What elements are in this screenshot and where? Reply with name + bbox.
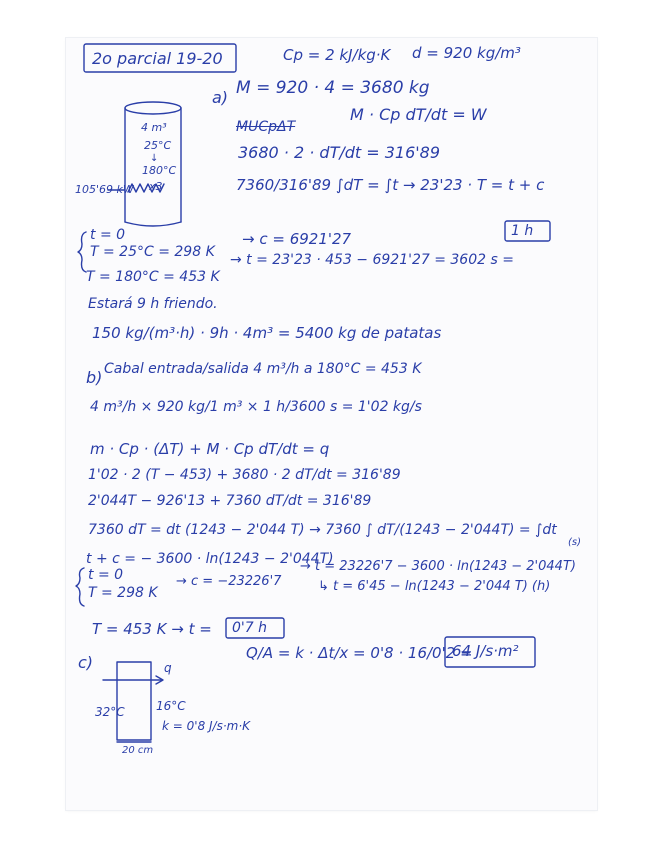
conduction-result: 64 J/s·m² (452, 642, 519, 660)
conclusion-a: Estará 9 h friendo. (88, 296, 218, 312)
init-time-a: t = 0 (90, 227, 126, 243)
crossed-out-text: MUCpΔT (236, 119, 296, 135)
unit-seconds: (s) (568, 537, 582, 548)
equation-b3: 7360 dT = dt (1243 − 2'044 T) → 7360 ∫ dT/(1243 − 2'044T) = ∫dt (88, 522, 557, 538)
constant-b: → c = −23226'7 (176, 574, 282, 589)
cold-side-temp: 16°C (156, 699, 186, 713)
equation-b1: 1'02 · 2 (T − 453) + 3680 · 2 dT/dt = 316'89 (88, 467, 401, 483)
init-temp-b: T = 298 K (88, 585, 158, 601)
cp-value: Cp = 2 kJ/kg·K (283, 46, 391, 64)
tank-temp-final: 180°C (142, 164, 177, 177)
tank-multiplier: x3 (149, 180, 163, 193)
wall-thickness: 20 cm (122, 745, 154, 756)
part-c-label: c) (78, 653, 94, 672)
hot-side-temp: 32°C (95, 705, 125, 719)
time-expression-b: → t = 23226'7 − 3600 · ln(1243 − 2'044T) (300, 559, 576, 574)
tank-temp-initial: 25°C (144, 139, 172, 152)
time-boxed-a: 1 h (511, 223, 534, 239)
constant-a: → c = 6921'27 (242, 230, 352, 248)
flow-conversion: 4 m³/h × 920 kg/1 m³ × 1 h/3600 s = 1'02 kg/s (90, 399, 422, 415)
energy-balance: M · Cp dT/dt = W (350, 105, 487, 124)
tank-volume: 4 m³ (141, 121, 167, 134)
conductivity: k = 0'8 J/s·m·K (162, 719, 251, 733)
heat-flux-label: q (164, 661, 172, 675)
init-temp-a: T = 25°C = 298 K (90, 244, 215, 260)
time-hours-b: ↳ t = 6'45 − ln(1243 − 2'044 T) (h) (318, 579, 551, 594)
final-boxed-b: 0'7 h (232, 620, 267, 636)
exam-title: 2o parcial 19-20 (92, 49, 223, 68)
tank-bottom (125, 222, 181, 226)
equation-b2: 2'044T − 926'13 + 7360 dT/dt = 316'89 (88, 493, 372, 509)
part-a-label: a) (212, 88, 229, 107)
time-result-a: → t = 23'23 · 453 − 6921'27 = 3602 s = (230, 252, 514, 268)
heater-power: 105'69 kW (75, 183, 134, 196)
density-value: d = 920 kg/m³ (412, 44, 521, 62)
numeric-balance: 3680 · 2 · dT/dt = 316'89 (238, 143, 441, 162)
energy-balance-b: m · Cp · (ΔT) + M · Cp dT/dt = q (90, 440, 330, 458)
production-a: 150 kg/(m³·h) · 9h · 4m³ = 5400 kg de patatas (92, 324, 442, 342)
tank-arrow: ↓ (150, 153, 159, 164)
brace-a (78, 232, 86, 272)
final-result-b: T = 453 K → t = (92, 620, 212, 638)
final-temp-a: T = 180°C = 453 K (86, 269, 220, 285)
equation-b4: t + c = − 3600 · ln(1243 − 2'044T) (86, 551, 334, 567)
separated-integral: 7360/316'89 ∫dT = ∫t → 23'23 · T = t + c (236, 176, 545, 194)
mass-equation: M = 920 · 4 = 3680 kg (236, 78, 430, 98)
part-b-label: b) (86, 368, 103, 387)
tank-top (125, 102, 181, 114)
wall-rect (117, 662, 151, 740)
init-time-b: t = 0 (88, 567, 124, 583)
conduction-formula: Q/A = k · Δt/x = 0'8 · 16/0'2 = (246, 644, 473, 662)
brace-b (76, 568, 84, 606)
flow-statement: Cabal entrada/salida 4 m³/h a 180°C = 453 K (104, 361, 422, 377)
